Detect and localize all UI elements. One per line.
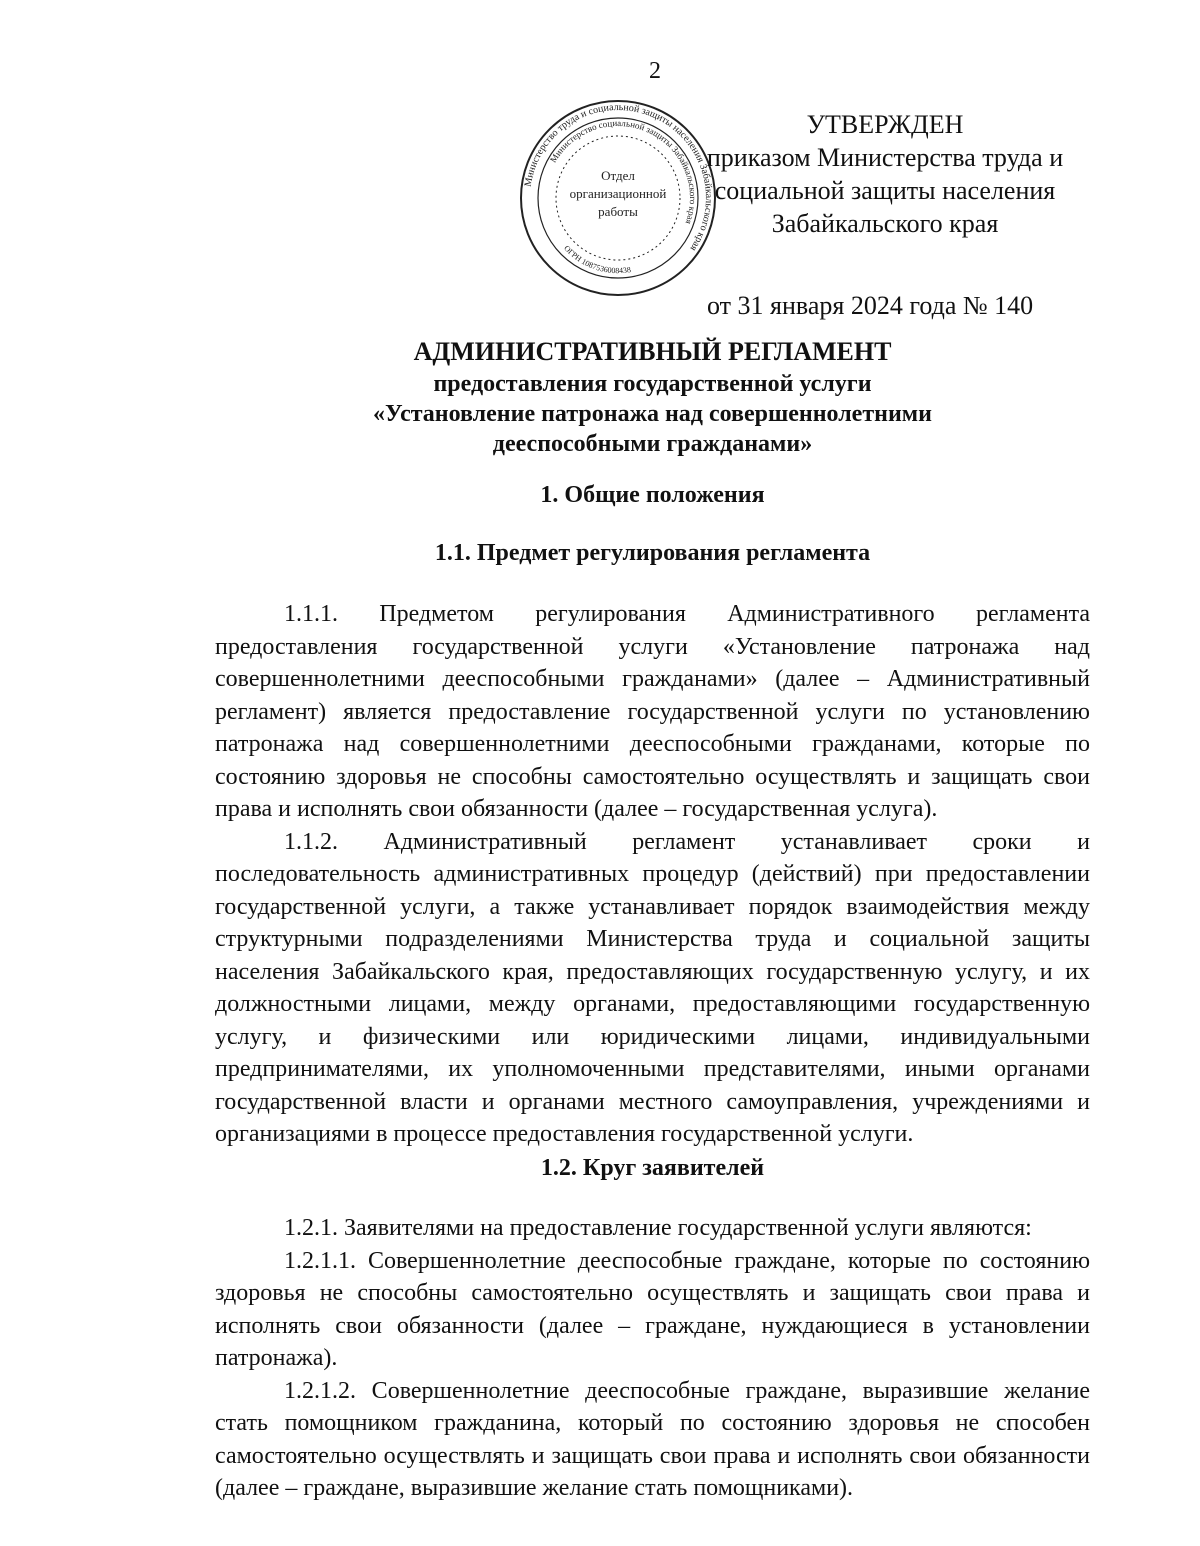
page-number: 2 xyxy=(649,58,661,84)
stamp-center-line2: организационной xyxy=(569,186,667,201)
paragraph-1-1-1: 1.1.1. Предметом регулирования Административного регламента предоставления государственной услуги «Установление патронажа над совершеннолетними дееспособными гражданами» (далее – Административный регламент) является предоставление государственной услуги по установлению патронажа над совершеннолетними дееспособными гражданами, которые по состоянию здоровья не способны самостоятельно осуществлять и защищать свои права и исполнять свои обязанности (далее – государственная услуга). xyxy=(215,601,1090,822)
body-block-1 xyxy=(215,598,1090,1151)
stamp-center-line3: работы xyxy=(598,204,638,219)
approval-block xyxy=(700,108,1070,322)
title-line1: АДМИНИСТРАТИВНЫЙ РЕГЛАМЕНТ xyxy=(413,337,892,366)
stamp-outer-text: Министерство труда и социальной защиты населения Забайкальского края xyxy=(522,101,715,254)
stamp-inner-text: Министерство социальной защиты Забайкальского края xyxy=(548,117,699,226)
document-title xyxy=(215,335,1090,459)
approval-line2: приказом Министерства труда и xyxy=(706,143,1064,172)
stamp-center-line1: Отдел xyxy=(601,168,635,183)
paragraph-1-2-1: 1.2.1. Заявителями на предоставление государственной услуги являются: xyxy=(284,1215,1032,1241)
stamp-ogrn: ОГРН 1087536008438 xyxy=(562,243,632,276)
seal-stamp xyxy=(518,98,718,298)
title-line2: предоставления государственной услуги xyxy=(433,371,872,397)
approval-line3: социальной защиты населения xyxy=(714,176,1056,205)
subsection-heading-applicants: 1.2. Круг заявителей xyxy=(540,1155,765,1181)
section-heading-general: 1. Общие положения xyxy=(540,482,765,508)
paragraph-1-2-1-2: 1.2.1.2. Совершеннолетние дееспособные граждане, выразившие желание стать помощником гражданина, который по состоянию здоровья не способен самостоятельно осуществлять и защищать свои права и исполнять свои обязанности (далее – граждане, выразившие желание стать помощниками). xyxy=(215,1377,1090,1501)
paragraph-1-2-1-1: 1.2.1.1. Совершеннолетние дееспособные граждане, которые по состоянию здоровья не способны самостоятельно осуществлять и защищать свои права и исполнять свои обязанности (далее – граждане, нуждающиеся в установлении патронажа). xyxy=(215,1247,1090,1371)
svg-text:ОГРН 1087536008438 xyxy=(562,244,631,275)
title-line4: дееспособными гражданами» xyxy=(492,431,813,457)
approval-date: от 31 января 2024 года № 140 xyxy=(707,291,1034,320)
title-line3: «Установление патронажа над совершеннолетними xyxy=(373,401,932,427)
paragraph-1-1-2: 1.1.2. Административный регламент устанавливает сроки и последовательность административных процедур (действий) при предоставлении государственной услуги, а также устанавливает порядок взаимодействия между структурными подразделениями Министерства труда и социальной защиты населения Забайкальского края, предоставляющих государственную услугу, и их должностными лицами, между органами, предоставляющими государственную услугу, и физическими или юридическими лицами, индивидуальными предпринимателями, их уполномоченными представителями, иными органами государственной власти и органами местного самоуправления, учреждениями и организациями в процессе предоставления государственной услуги. xyxy=(215,828,1090,1147)
approval-line4: Забайкальского края xyxy=(771,209,999,238)
approval-heading: УТВЕРЖДЕН xyxy=(806,110,964,139)
subsection-heading-subject: 1.1. Предмет регулирования регламента xyxy=(434,540,871,566)
body-block-2 xyxy=(215,1212,1090,1505)
